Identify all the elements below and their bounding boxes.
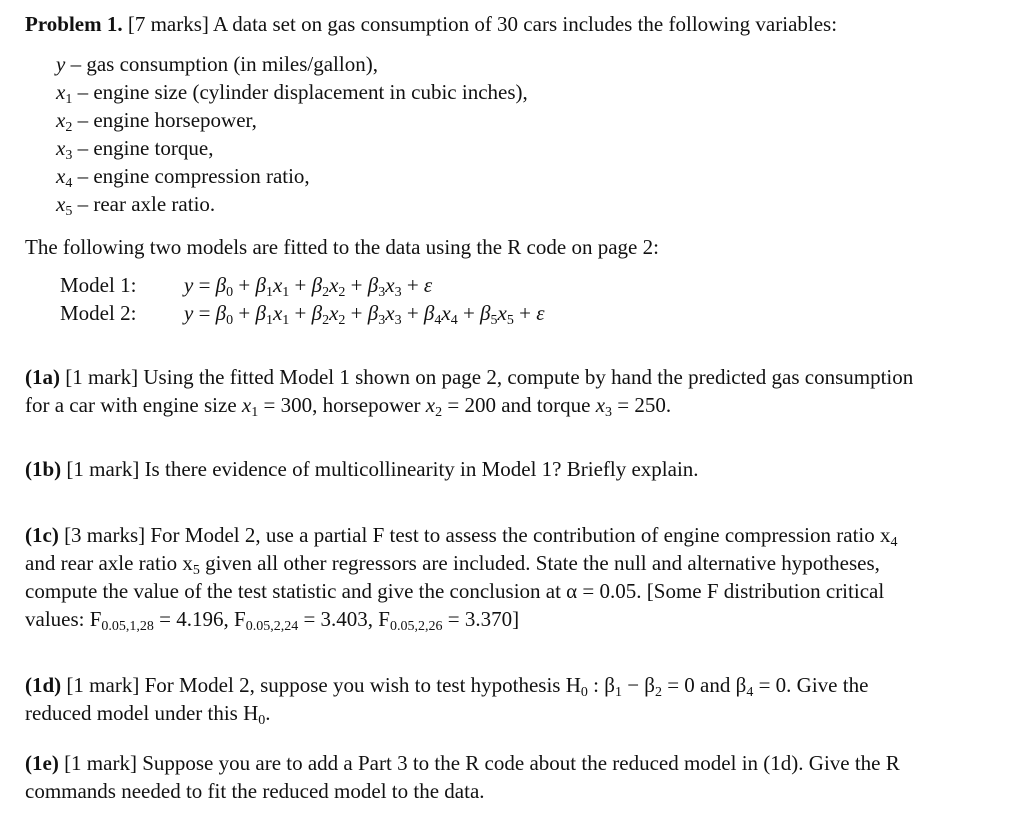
variable-item: $x_5$ – rear axle ratio. <box>56 192 216 219</box>
question-tag: (1e) <box>25 751 59 775</box>
problem-intro: A data set on gas consumption of 30 cars includes the following variables: <box>213 12 838 36</box>
variable-item: $x_2$ – engine horsepower, <box>56 108 257 135</box>
problem-title: Problem 1. <box>25 12 123 36</box>
question-tag: (1d) <box>25 673 62 697</box>
question-tag: (1c) <box>25 523 59 547</box>
question-1c: (1c) [3 marks] For Model 2, use a partial F test to assess the contribution of engine compression ratio $x_4$ and rear axle ratio $x_5$ given all other regressors are included. State the null and alternative hypotheses, compute the value of the test statistic and give the conclusion at α = 0.05. [Some F distribution critical values: $F_{0.05,1,28} = 4.196$, $F_{0.05,2,24} = 3.403$, $F_{0.05,2,26} = 3.370$] <box>25 523 898 634</box>
question-1d: (1d) [1 mark] For Model 2, suppose you wish to test hypothesis $H_0$ : $\beta_1 - \beta_2 = 0$ and $\beta_4 = 0$. Give the reduced model under this $H_0$. <box>25 673 869 728</box>
model-equations <box>60 271 995 327</box>
problem-page <box>25 10 995 805</box>
variable-item: y – gas consumption (in miles/gallon), <box>56 52 378 76</box>
variable-item: $x_1$ – engine size (cylinder displacement in cubic inches), <box>56 80 528 107</box>
model-1-label: Model 1: <box>60 273 137 297</box>
variable-list <box>56 50 995 218</box>
variable-item: $x_4$ – engine compression ratio, <box>56 164 310 191</box>
model-2-equation: $y = \beta_0 + \beta_1x_1 + \beta_2x_2 + \beta_3x_3 + \beta_4x_4 + \beta_5x_5 + \varepsilon$ <box>184 301 545 328</box>
question-1b: (1b) [1 mark] Is there evidence of multicollinearity in Model 1? Briefly explain. <box>25 457 699 481</box>
model-1-equation: $y = \beta_0 + \beta_1x_1 + \beta_2x_2 + \beta_3x_3 + \varepsilon$ <box>184 273 433 300</box>
problem-marks: [7 marks] <box>127 12 209 36</box>
question-1e: (1e) [1 mark] Suppose you are to add a Part 3 to the R code about the reduced model in (1d). Give the R commands needed to fit the reduced model to the data. <box>25 751 900 803</box>
question-tag: (1b) <box>25 457 62 481</box>
models-intro: The following two models are fitted to the data using the R code on page 2: <box>25 235 659 259</box>
variable-item: $x_3$ – engine torque, <box>56 136 214 163</box>
model-1-row <box>60 271 995 299</box>
question-tag: (1a) <box>25 365 60 389</box>
question-1a: (1a) [1 mark] Using the fitted Model 1 shown on page 2, compute by hand the predicted gas consumption for a car with engine size $x_1 = 300$, horsepower $x_2 = 200$ and torque $x_3 = 250$. <box>25 365 914 420</box>
model-2-row <box>60 299 995 327</box>
model-2-label: Model 2: <box>60 301 137 325</box>
problem-heading-line <box>25 10 995 38</box>
